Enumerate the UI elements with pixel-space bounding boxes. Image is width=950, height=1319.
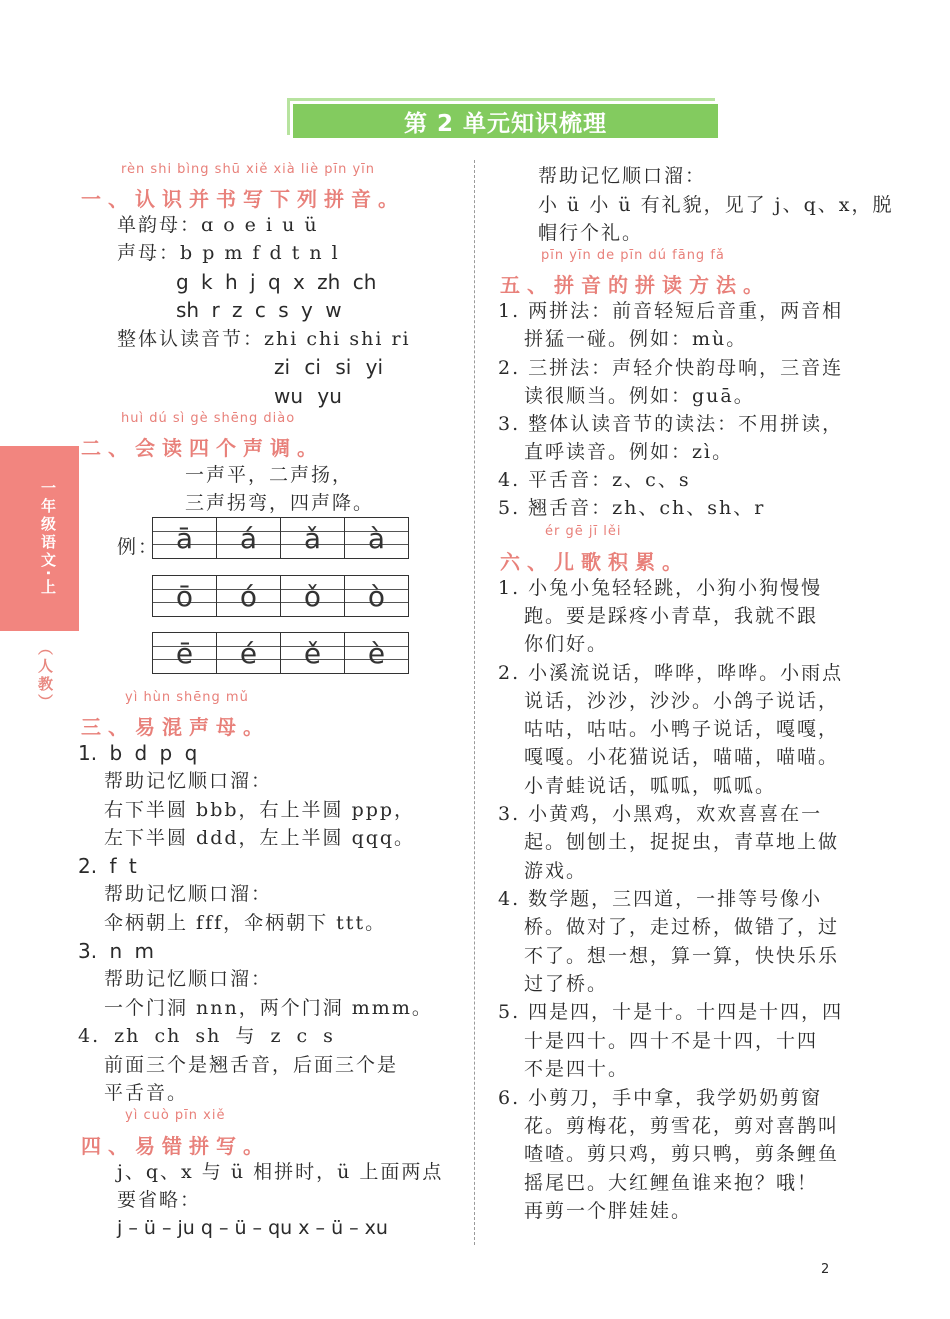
text-line: 一个门洞 nnn，两个门洞 mmm。 xyxy=(104,997,433,1019)
text-line: 1. b d p q xyxy=(78,741,198,765)
text-line: 4. 数学题，三四道，一排等号像小 xyxy=(498,888,823,910)
tone-cell: ó xyxy=(217,576,281,616)
text-line: g k h j q x zh ch xyxy=(176,270,377,294)
text-line: 再剪一个胖娃娃。 xyxy=(524,1200,693,1222)
text-line: 左下半圆 ddd，左上半圆 qqq。 xyxy=(104,827,416,849)
text-line: 帮助记忆顺口溜： xyxy=(538,165,707,187)
section-heading: 三、易混声母。 xyxy=(81,715,270,739)
text-line: wu yu xyxy=(274,384,342,408)
tone-grid-row-a xyxy=(152,517,409,559)
text-line: 桥。做对了，走过桥，做错了，过 xyxy=(524,916,840,938)
text-line: 3. 整体认读音节的读法：不用拼读， xyxy=(498,413,844,435)
section-heading: 五、拼音的拼读方法。 xyxy=(500,273,770,297)
tone-cell: ō xyxy=(153,576,217,616)
text-line: 帽行个礼。 xyxy=(538,222,644,244)
text-line: j、q、x 与 ü 相拼时，ü 上面两点 xyxy=(117,1161,444,1183)
section-heading: 一、认识并书写下列拼音。 xyxy=(81,187,405,211)
tone-cell: ǒ xyxy=(281,576,345,616)
tone-cell: ǎ xyxy=(281,518,345,558)
page-title: 第 2 单元知识梳理 xyxy=(293,104,718,138)
text-line: zi ci si yi xyxy=(274,355,384,379)
tone-cell: é xyxy=(217,633,281,673)
text-line: sh r z c s y w xyxy=(176,298,342,322)
text-line: 一声平，二声扬， xyxy=(185,464,354,486)
text-line: 过了桥。 xyxy=(524,973,609,995)
section-heading: 六、儿歌积累。 xyxy=(500,550,689,574)
text-line: 游戏。 xyxy=(524,860,588,882)
section-pinyin: yì hùn shēng mǔ xyxy=(125,690,249,705)
page-number: 2 xyxy=(821,1262,830,1277)
text-line: 前面三个是翘舌音，后面三个是 xyxy=(104,1054,399,1076)
text-line: 右下半圆 bbb，右上半圆 ppp， xyxy=(104,799,416,821)
section-heading: 四、易错拼写。 xyxy=(81,1134,270,1158)
text-line: 1. 小兔小兔轻轻跳，小狗小狗慢慢 xyxy=(498,577,823,599)
text-line: 单韵母：ɑ o e i u ü xyxy=(117,214,319,236)
text-line: 跑。要是踩疼小青草，我就不跟 xyxy=(524,605,819,627)
text-line: 喳喳。剪只鸡，剪只鸭，剪条鲤鱼 xyxy=(524,1143,840,1165)
text-line: 整体认读音节：zhi chi shi ri xyxy=(117,328,411,350)
section-pinyin: yì cuò pīn xiě xyxy=(125,1108,226,1123)
text-line: 伞柄朝上 fff，伞柄朝下 ttt。 xyxy=(104,912,387,934)
text-line: 花。剪梅花，剪雪花，剪对喜鹊叫 xyxy=(524,1115,840,1137)
text-line: 十是四十。四十不是十四，十四 xyxy=(524,1030,819,1052)
text-line: 帮助记忆顺口溜： xyxy=(104,770,273,792)
text-line: 1. 两拼法：前音轻短后音重，两音相 xyxy=(498,300,844,322)
text-line: 5. 翘舌音：zh、ch、sh、r xyxy=(498,497,766,519)
section-pinyin: ér gē jī lěi xyxy=(545,524,622,539)
text-line: 4. zh ch sh 与 z c s xyxy=(78,1025,335,1047)
tone-grid-row-o xyxy=(152,575,409,617)
text-line: 三声拐弯，四声降。 xyxy=(185,492,375,514)
tone-cell: ā xyxy=(153,518,217,558)
text-line: 帮助记忆顺口溜： xyxy=(104,883,273,905)
text-line: 3. n m xyxy=(78,939,154,963)
text-line: 平舌音。 xyxy=(104,1082,189,1104)
side-tab-edition: （人教） xyxy=(36,640,54,712)
text-line: 2. f t xyxy=(78,854,137,878)
tone-grid-row-e xyxy=(152,632,409,674)
text-line: 2. 三拼法：声轻介快韵母响，三音连 xyxy=(498,357,844,379)
text-line: 要省略： xyxy=(117,1189,202,1211)
tone-cell: ē xyxy=(153,633,217,673)
text-line: 2. 小溪流说话，哗哗，哗哗。小雨点 xyxy=(498,662,844,684)
text-line: 小青蛙说话，呱呱，呱呱。 xyxy=(524,775,777,797)
text-line: 读很顺当。例如：guā。 xyxy=(524,385,755,407)
tone-cell: à xyxy=(345,518,408,558)
side-tab-label: 一年级语文·上 xyxy=(39,480,57,597)
section-pinyin: huì dú sì gè shēng diào xyxy=(121,411,296,426)
text-line: 6. 小剪刀，手中拿，我学奶奶剪窗 xyxy=(498,1087,823,1109)
text-line: 帮助记忆顺口溜： xyxy=(104,968,273,990)
tone-cell: è xyxy=(345,633,408,673)
example-label: 例： xyxy=(117,536,160,558)
text-line: 拼猛一碰。例如：mù。 xyxy=(524,328,748,350)
tone-cell: á xyxy=(217,518,281,558)
text-line: 5. 四是四，十是十。十四是十四，四 xyxy=(498,1001,844,1023)
section-heading: 二、会读四个声调。 xyxy=(81,436,324,460)
text-line: j – ü – ju q – ü – qu x – ü – xu xyxy=(117,1217,388,1239)
text-line: 直呼读音。例如：zì。 xyxy=(524,441,734,463)
section-pinyin: rèn shi bìng shū xiě xià liè pīn yīn xyxy=(121,162,376,177)
text-line: 不了。想一想，算一算，快快乐乐 xyxy=(524,945,840,967)
text-line: 起。刨刨土，捉捉虫，青草地上做 xyxy=(524,831,840,853)
tone-cell: ò xyxy=(345,576,408,616)
text-line: 小 ü 小 ü 有礼貌，见了 j、q、x，脱 xyxy=(538,194,894,216)
text-line: 4. 平舌音：z、c、s xyxy=(498,469,691,491)
column-divider xyxy=(474,160,475,1245)
text-line: 嘎嘎。小花猫说话，喵喵，喵喵。 xyxy=(524,746,840,768)
section-pinyin: pīn yīn de pīn dú fāng fǎ xyxy=(541,248,725,263)
text-line: 3. 小黄鸡，小黑鸡，欢欢喜喜在一 xyxy=(498,803,823,825)
text-line: 你们好。 xyxy=(524,633,609,655)
text-line: 声母：b p m f d t n l xyxy=(117,242,340,264)
text-line: 说话，沙沙，沙沙。小鸽子说话， xyxy=(524,690,840,712)
text-line: 不是四十。 xyxy=(524,1058,630,1080)
tone-cell: ě xyxy=(281,633,345,673)
text-line: 摇尾巴。大红鲤鱼谁来抱？哦！ xyxy=(524,1172,819,1194)
text-line: 咕咕，咕咕。小鸭子说话，嘎嘎， xyxy=(524,718,840,740)
